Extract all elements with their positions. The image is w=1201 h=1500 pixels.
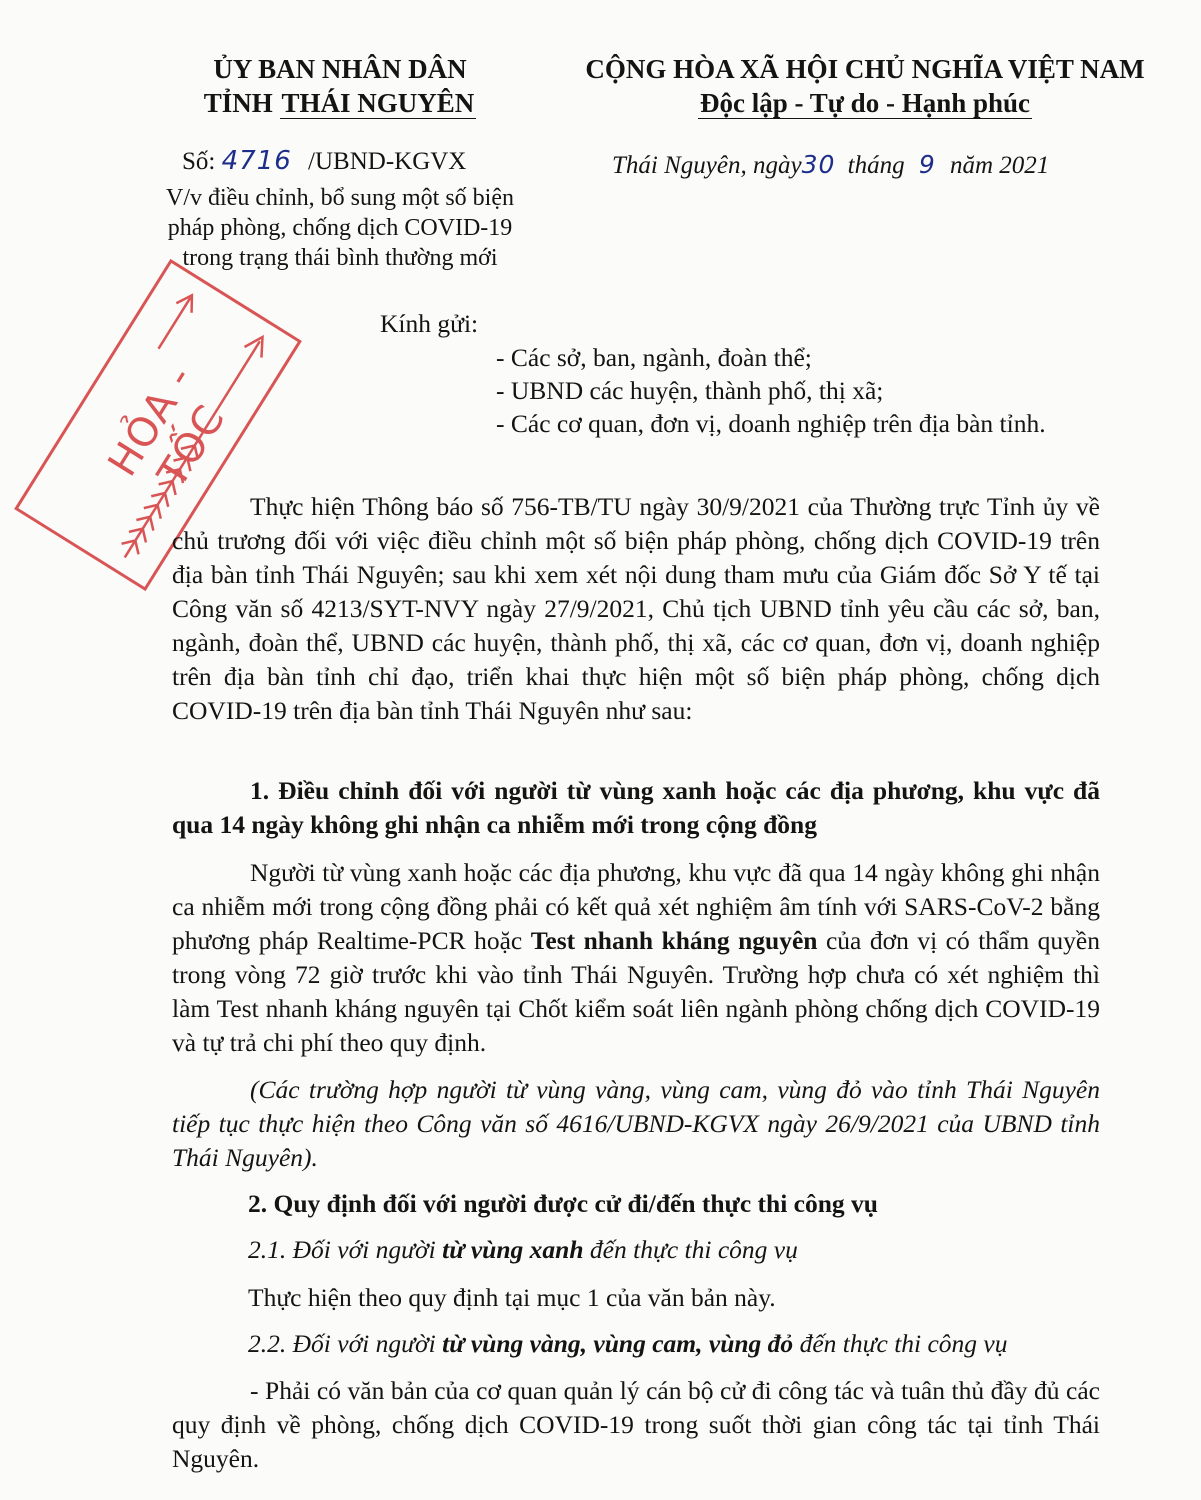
section-1-text-bold: Test nhanh kháng nguyên bbox=[530, 926, 818, 955]
issuing-agency-prefix: TỈNH bbox=[203, 88, 280, 118]
place-date-place: Thái Nguyên, ngày bbox=[612, 152, 802, 179]
document-number-handwritten: 4716 bbox=[221, 146, 292, 176]
country-name: CỘNG HÒA XÃ HỘI CHỦ NGHĨA VIỆT NAM bbox=[585, 54, 1145, 84]
issuing-agency-province: THÁI NGUYÊN bbox=[281, 88, 475, 118]
motto bbox=[545, 86, 1185, 120]
section-2-1-pre: Đối với người bbox=[286, 1235, 443, 1264]
subject-line-2: pháp phòng, chống dịch COVID-19 bbox=[167, 215, 513, 241]
intro-paragraph: Thực hiện Thông báo số 756-TB/TU ngày 30/9/2021 của Thường trực Tỉnh ủy về chủ trương đối với việc điều chỉnh một số biện pháp phòng, chống dịch COVID-19 trên địa bàn tỉnh Thái Nguyên; sau khi xem xét nội dung tham mưu của Giám đốc Sở Y tế tại Công văn số 4213/SYT-NVY ngày 27/9/2021, Chủ tịch UBND tỉnh yêu cầu các sở, ban, ngành, đoàn thể, UBND các huyện, thành phố, thị xã, các cơ quan, đơn vị, doanh nghiệp trên địa bàn tỉnh chỉ đạo, triển khai thực hiện một số biện pháp phòng, chống dịch COVID-19 trên địa bàn tỉnh Thái Nguyên như sau: bbox=[172, 492, 1100, 725]
section-2-title: 2. Quy định đối với người được cử đi/đến thực thi công vụ bbox=[248, 1189, 878, 1218]
place-date-day: 30 bbox=[801, 150, 836, 179]
section-2-2-text: - Phải có văn bản của cơ quan quản lý cán bộ cử đi công tác và tuân thủ đầy đủ các quy định về phòng, chống dịch COVID-19 trong suốt thời gian công tác tại tỉnh Thái Nguyên. bbox=[172, 1376, 1100, 1473]
recipient-item: - Các cơ quan, đơn vị, doanh nghiệp trên địa bàn tỉnh. bbox=[496, 409, 1046, 438]
place-date-month: 9 bbox=[918, 150, 936, 179]
section-2-2-pre: Đối với người bbox=[286, 1329, 443, 1358]
section-2-2-heading bbox=[248, 1327, 1098, 1361]
recipients-label: Kính gửi: bbox=[380, 309, 479, 338]
section-1-text-b: của đơn vị có thẩm quyền trong vòng 72 giờ trước khi vào tỉnh Thái Nguyên. Trường hợp chưa có xét nghiệm thì làm Test nhanh kháng nguyên tại Chốt kiểm soát liên ngành phòng chống dịch COVID-19 và tự trả chi phí theo quy định. bbox=[172, 926, 1100, 1057]
urgent-stamp-text: HỎA - TỐC bbox=[99, 357, 235, 496]
section-1-note: (Các trường hợp người từ vùng vàng, vùng cam, vùng đỏ vào tỉnh Thái Nguyên tiếp tục thực hiện theo Công văn số 4616/UBND-KGVX ngày 26/9/2021 của UBND tỉnh Thái Nguyên). bbox=[172, 1075, 1100, 1172]
section-2-1-number: 2.1. bbox=[248, 1235, 287, 1264]
place-date bbox=[612, 148, 1092, 183]
issuing-agency-line2 bbox=[120, 86, 560, 120]
motto-text: Độc lập - Tự do - Hạnh phúc bbox=[699, 88, 1031, 118]
place-date-month-label: tháng bbox=[847, 152, 905, 179]
recipient-item: - UBND các huyện, thành phố, thị xã; bbox=[496, 376, 884, 405]
section-1-paragraph bbox=[172, 856, 1100, 1060]
document-number-prefix: Số: bbox=[182, 148, 216, 175]
document-number bbox=[182, 144, 542, 179]
recipient-item: - Các sở, ban, ngành, đoàn thể; bbox=[496, 343, 812, 372]
section-2-1-bold: từ vùng xanh bbox=[442, 1235, 584, 1264]
section-2-1-text: Thực hiện theo quy định tại mục 1 của văn bản này. bbox=[248, 1283, 776, 1312]
section-2-2-number: 2.2. bbox=[248, 1329, 287, 1358]
place-date-year: năm 2021 bbox=[950, 152, 1050, 179]
issuing-agency-line1: ỦY BAN NHÂN DÂN bbox=[213, 54, 467, 84]
section-2-2-post: đến thực thi công vụ bbox=[793, 1329, 1008, 1358]
document-number-suffix: /UBND-KGVX bbox=[308, 148, 467, 175]
subject-line-3: trong trạng thái bình thường mới bbox=[182, 245, 498, 271]
section-2-1-post: đến thực thi công vụ bbox=[583, 1235, 798, 1264]
section-2-2-bold: từ vùng vàng, vùng cam, vùng đỏ bbox=[442, 1329, 794, 1358]
section-2-1-heading bbox=[248, 1233, 1098, 1267]
section-1-title: 1. Điều chỉnh đối với người từ vùng xanh hoặc các địa phương, khu vực đã qua 14 ngày không ghi nhận ca nhiễm mới trong cộng đồng bbox=[172, 776, 1100, 839]
subject-line-1: V/v điều chỉnh, bổ sung một số biện bbox=[166, 185, 514, 211]
section-1-text-a: Người từ vùng xanh hoặc các địa phương, khu vực đã qua 14 ngày không ghi nhận ca nhiễm mới trong cộng đồng phải có kết quả xét nghiệm âm tính với SARS-CoV-2 bằng phương pháp Realtime-PCR hoặc bbox=[172, 858, 1100, 955]
